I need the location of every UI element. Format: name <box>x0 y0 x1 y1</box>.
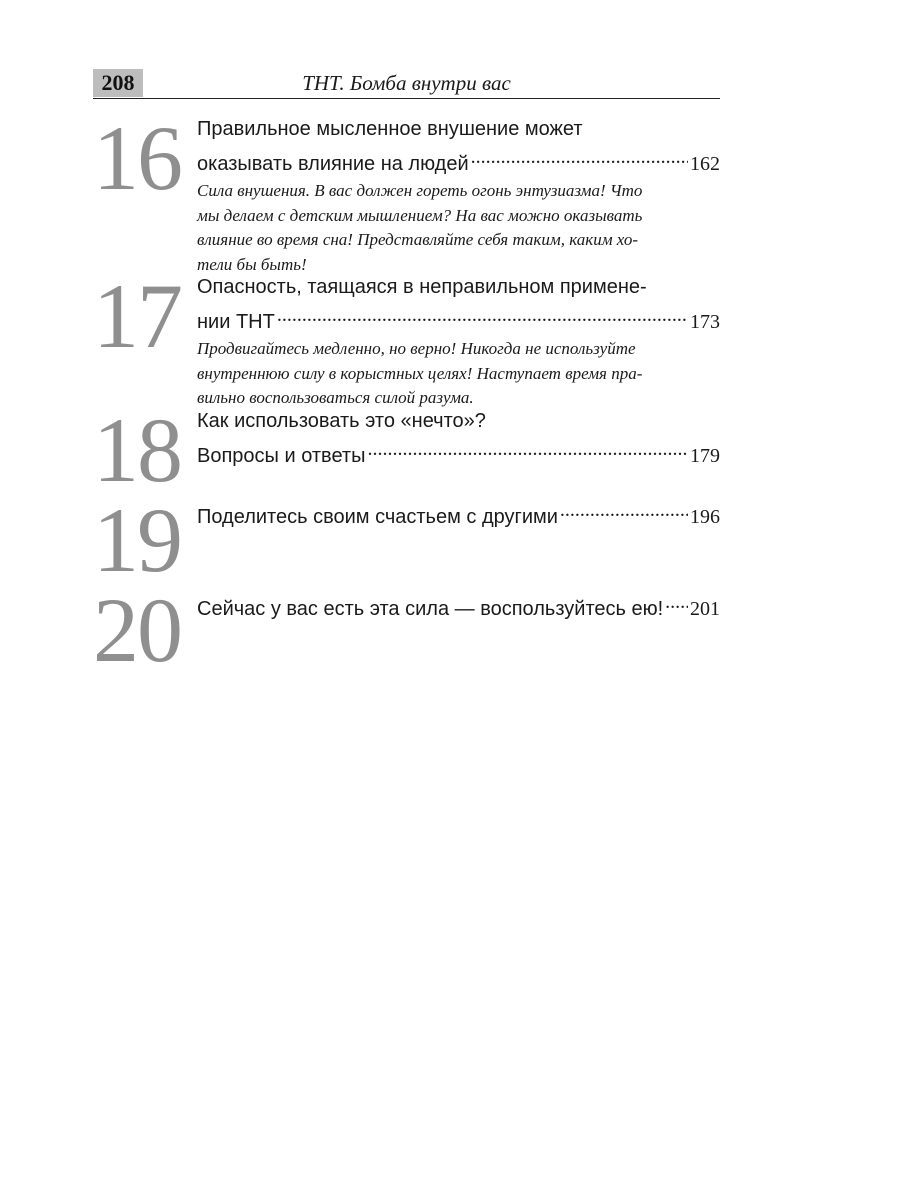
entry-title-with-page[interactable] <box>197 143 720 178</box>
entry-title-line: Опасность, таящаяся в неправильном примене- <box>197 276 647 298</box>
description-line: Продвигайтесь медленно, но верно! Никогда не используйте <box>197 339 636 358</box>
description-line: вильно воспользоваться силой разума. <box>197 388 474 407</box>
entry-page-number: 173 <box>690 311 720 333</box>
chapter-number: 17 <box>93 265 181 367</box>
dot-leader <box>367 435 688 462</box>
page-number: 208 <box>93 69 143 97</box>
entry-content <box>197 116 720 277</box>
entry-title-last-line: Поделитесь своим счастьем с другими <box>197 506 558 528</box>
entry-page-number: 162 <box>690 153 720 175</box>
entry-description <box>197 337 720 411</box>
entry-title-line: Как использовать это «нечто»? <box>197 410 486 432</box>
entry-page-number: 201 <box>690 598 720 620</box>
entry-title-with-page[interactable] <box>197 301 720 336</box>
chapter-number: 20 <box>93 579 181 681</box>
description-line: тели бы быть! <box>197 254 307 274</box>
entry-title-with-page[interactable] <box>197 588 720 623</box>
entry-content <box>197 588 720 623</box>
entry-title-line: Правильное мысленное внушение может <box>197 118 583 140</box>
running-header <box>93 68 720 99</box>
entry-title-with-page[interactable] <box>197 435 720 470</box>
entry-content <box>197 408 720 470</box>
entry-page-number: 179 <box>690 445 720 467</box>
entry-title-last-line: нии ТНТ <box>197 311 275 333</box>
entry-content <box>197 274 720 411</box>
dot-leader <box>471 143 688 170</box>
entry-title-last-line: оказывать влияние на людей <box>197 153 469 175</box>
entry-content <box>197 496 720 531</box>
entry-description <box>197 179 720 277</box>
chapter-number: 16 <box>93 107 181 209</box>
chapter-number: 19 <box>93 489 181 591</box>
description-line: внутреннюю силу в корыстных целях! Наступает время пра- <box>197 363 643 383</box>
description-line: влияние во время сна! Представляйте себя таким, каким хо- <box>197 230 639 249</box>
entry-title-last-line: Сейчас у вас есть эта сила — воспользуйтесь ею! <box>197 598 664 620</box>
chapter-number: 18 <box>93 399 181 501</box>
description-line: мы делаем с детским мышлением? На вас можно оказывать <box>197 205 643 225</box>
dot-leader <box>665 588 688 615</box>
entry-page-number: 196 <box>690 506 720 528</box>
dot-leader <box>277 301 688 328</box>
running-title: ТНТ. Бомба внутри вас <box>302 71 511 95</box>
entry-title-with-page[interactable] <box>197 496 720 531</box>
entry-title-last-line: Вопросы и ответы <box>197 445 366 467</box>
dot-leader <box>560 496 688 523</box>
description-line: Сила внушения. В вас должен гореть огонь энтузиазма! Что <box>197 181 643 200</box>
